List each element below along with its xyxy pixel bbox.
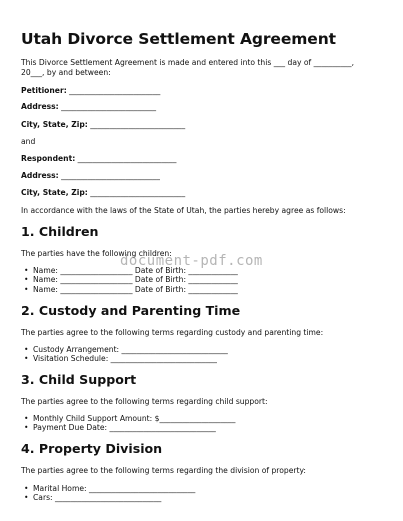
petitioner-field[interactable] [21,86,160,96]
section-heading-custody: 2. Custody and Parenting Time [21,303,241,318]
section-heading-children: 1. Children [21,224,99,239]
section-text-children: The parties have the following children: [21,249,172,258]
intro-line-2: 20___, by and between: [21,68,111,77]
respondent-city-blank[interactable]: _________________________ [87,188,186,197]
petitioner-city-label: City, State, Zip: [21,120,88,129]
list-item[interactable]: • Cars: ____________________________ [33,493,195,502]
petitioner-address-blank[interactable]: _________________________ [58,102,157,111]
children-list [21,266,238,294]
intro-line-1: This Divorce Settlement Agreement is made and entered into this ___ day of __________, [21,58,354,67]
respondent-address-field[interactable] [21,171,160,181]
respondent-address-blank[interactable]: __________________________ [58,171,160,180]
respondent-address-label: Address: [21,171,59,180]
petitioner-city-field[interactable] [21,120,185,130]
watermark: document-pdf.com [120,253,263,269]
respondent-blank[interactable]: __________________________ [75,154,177,163]
document-title: Utah Divorce Settlement Agreement [21,30,336,48]
accordance-text: In accordance with the laws of the State of Utah, the parties hereby agree as follows: [21,206,346,215]
section-text-custody: The parties agree to the following terms regarding custody and parenting time: [21,328,324,337]
list-item[interactable]: • Visitation Schedule: ____________________________ [33,354,228,363]
section-heading-property: 4. Property Division [21,441,163,456]
section-text-property: The parties agree to the following terms regarding the division of property: [21,466,306,475]
respondent-field[interactable] [21,154,176,164]
petitioner-label: Petitioner: [21,86,67,95]
list-item[interactable]: • Marital Home: ____________________________ [33,484,195,493]
respondent-city-label: City, State, Zip: [21,188,88,197]
respondent-city-field[interactable] [21,188,185,198]
list-item[interactable]: • Custody Arrangement: ____________________________ [33,345,228,354]
respondent-label: Respondent: [21,154,76,163]
list-item[interactable]: • Payment Due Date: ____________________________ [33,423,235,432]
child-support-list [21,414,235,433]
petitioner-city-blank[interactable]: _________________________ [87,120,186,129]
petitioner-address-field[interactable] [21,102,156,112]
property-list [21,484,195,503]
section-heading-child-support: 3. Child Support [21,372,137,387]
petitioner-blank[interactable]: ________________________ [66,86,161,95]
list-item[interactable]: • Name: ___________________ Date of Birth: _____________ [33,285,238,294]
list-item[interactable]: • Monthly Child Support Amount: $____________________ [33,414,235,423]
section-text-child-support: The parties agree to the following terms regarding child support: [21,397,268,406]
list-item[interactable]: • Name: ___________________ Date of Birth: _____________ [33,266,238,275]
custody-list [21,345,228,364]
petitioner-address-label: Address: [21,102,59,111]
list-item[interactable]: • Name: ___________________ Date of Birth: _____________ [33,275,238,284]
and-text: and [21,137,36,146]
